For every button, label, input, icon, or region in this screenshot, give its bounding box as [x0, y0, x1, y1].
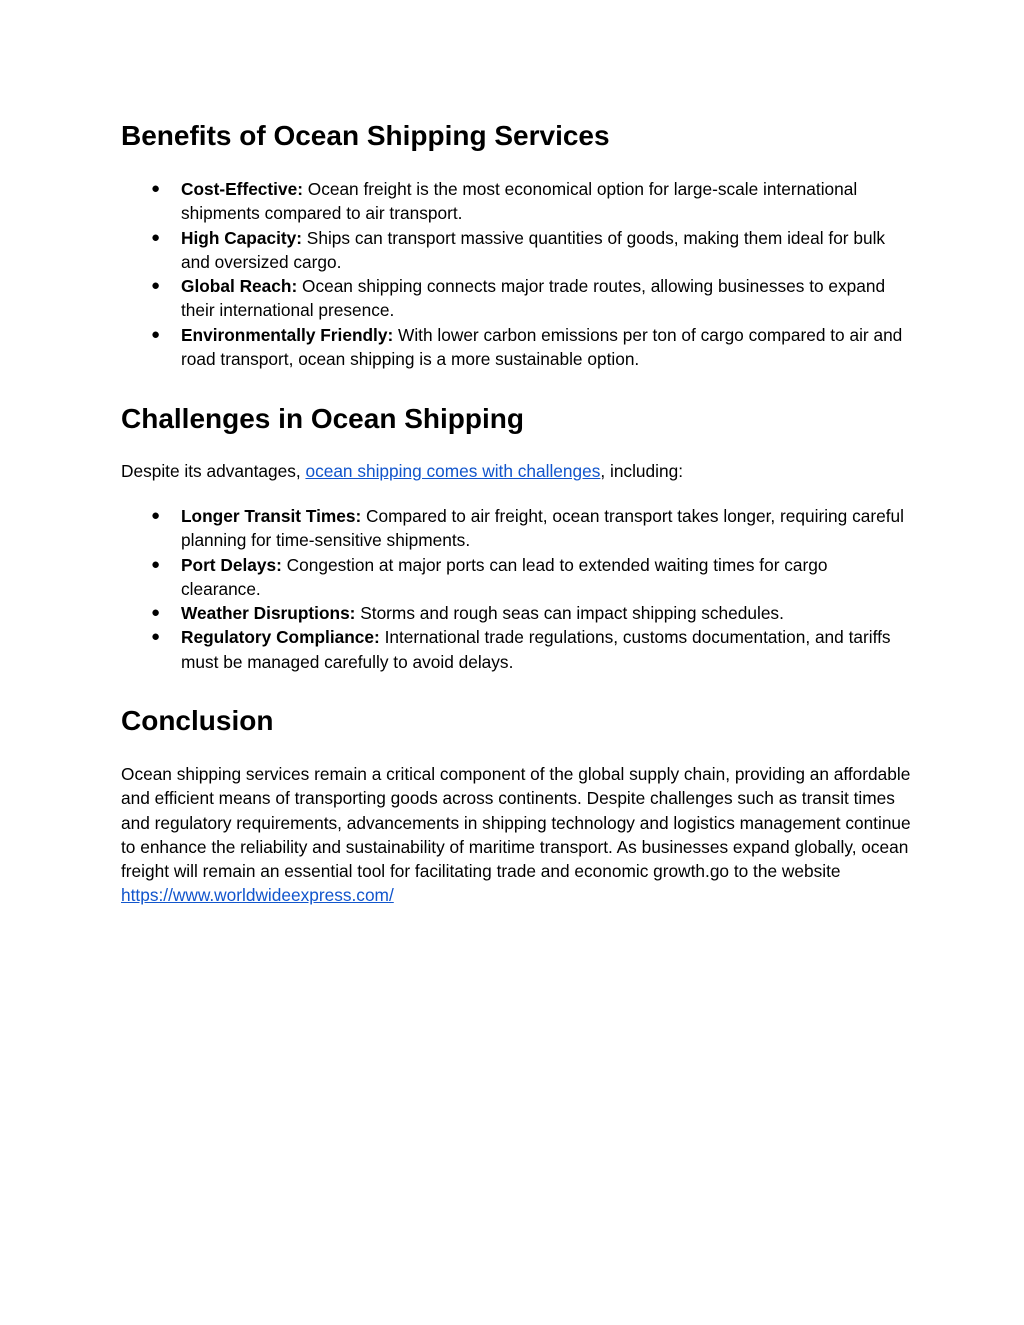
list-item-text: With lower carbon emissions per ton of cargo compared to air and road transport, ocean shipping is a more sustainable option. — [181, 324, 903, 370]
list-item-text: Ships can transport massive quantities of goods, making them ideal for bulk and oversized cargo. — [181, 227, 886, 272]
list-item — [121, 601, 911, 625]
benefits-heading: Benefits of Ocean Shipping Services — [121, 120, 610, 151]
list-item — [121, 323, 911, 372]
conclusion-heading: Conclusion — [121, 705, 274, 736]
benefits-list — [121, 177, 911, 371]
list-item-text: Storms and rough seas can impact shipping schedules. — [355, 603, 784, 624]
website-link[interactable]: https://www.worldwideexpress.com/ — [121, 885, 394, 906]
list-item-text: Ocean shipping connects major trade routes, allowing businesses to expand their international presence. — [181, 276, 886, 321]
list-item-term: Port Delays: — [181, 554, 282, 575]
list-item-text: Congestion at major ports can lead to extended waiting times for cargo clearance. — [181, 554, 828, 599]
bullet-icon: ● — [151, 228, 161, 246]
bullet-icon: ● — [151, 628, 161, 646]
challenges-heading: Challenges in Ocean Shipping — [121, 403, 524, 434]
conclusion-text: Ocean shipping services remain a critical component of the global supply chain, providing an affordable and efficient means of transporting goods across continents. Despite challenges such as transit times and regulatory requirements, advancements in shipping technology and logistics management continue to enhance the reliability and sustainability of maritime transport. As businesses expand globally, ocean freight will remain an essential tool for facilitating trade and economic growth.go to the website — [121, 764, 911, 882]
bullet-icon: ● — [151, 555, 161, 573]
bullet-icon: ● — [151, 507, 161, 524]
bullet-icon: ● — [151, 604, 161, 622]
challenges-list — [121, 504, 911, 674]
conclusion-paragraph — [121, 762, 911, 908]
list-item — [121, 625, 911, 674]
bullet-icon: ● — [151, 180, 161, 197]
list-item-term: Regulatory Compliance: — [181, 627, 380, 648]
ocean-shipping-challenges-link[interactable]: ocean shipping comes with challenges — [305, 461, 601, 481]
list-item — [121, 177, 911, 226]
challenges-intro — [121, 459, 911, 483]
list-item — [121, 553, 911, 602]
list-item-text: Compared to air freight, ocean transport takes longer, requiring careful planning for time-sensitive shipments. — [181, 506, 904, 551]
list-item — [121, 226, 911, 275]
list-item-text: International trade regulations, customs documentation, and tariffs must be managed carefully to avoid delays. — [181, 627, 891, 672]
list-item-term: Environmentally Friendly: — [181, 324, 394, 345]
bullet-icon: ● — [151, 325, 161, 343]
challenges-intro-before: Despite its advantages, — [121, 461, 306, 481]
list-item-term: Cost-Effective: — [181, 179, 303, 199]
list-item-text: Ocean freight is the most economical option for large-scale international shipments compared to air transport. — [181, 179, 858, 224]
list-item-term: Longer Transit Times: — [181, 506, 362, 526]
list-item — [121, 274, 911, 323]
list-item-term: Global Reach: — [181, 276, 298, 297]
list-item-term: High Capacity: — [181, 227, 302, 248]
list-item — [121, 504, 911, 553]
bullet-icon: ● — [151, 277, 161, 295]
challenges-intro-after: , including: — [600, 461, 683, 481]
list-item-term: Weather Disruptions: — [181, 603, 356, 624]
